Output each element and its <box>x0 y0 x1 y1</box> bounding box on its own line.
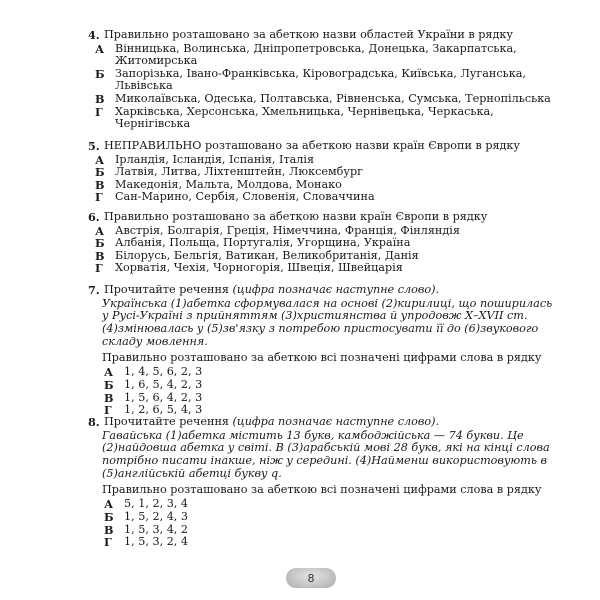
options-list <box>88 154 558 204</box>
option-letter: Г <box>95 104 103 119</box>
question-7 <box>88 284 558 417</box>
question-stem: НЕПРАВИЛЬНО розташовано за абеткою назви країн Європи в рядку <box>104 139 521 152</box>
question-stem: Правильно розташовано за абеткою назви областей України в рядку <box>104 28 513 41</box>
option-g[interactable] <box>88 262 558 275</box>
question-number: 7. <box>88 283 100 297</box>
option-letter: В <box>95 248 105 263</box>
option-letter: В <box>95 177 105 192</box>
option-text: Латвія, Литва, Ліхтенштейн, Люксембург <box>115 165 364 179</box>
option-text: Сан-Марино, Сербія, Словенія, Словаччина <box>115 190 375 204</box>
option-a[interactable] <box>88 43 558 68</box>
question-8 <box>88 416 558 549</box>
option-b[interactable] <box>88 68 558 93</box>
question-4 <box>88 29 558 131</box>
option-b[interactable] <box>88 379 558 392</box>
option-g[interactable] <box>88 536 558 549</box>
option-letter: В <box>104 522 114 537</box>
page-number: 8 <box>307 571 315 585</box>
option-text: 1, 2, 6, 5, 4, 3 <box>124 403 203 417</box>
option-letter: А <box>104 365 114 380</box>
question-stem: Правильно розташовано за абеткою всі позначені цифрами слова в рядку <box>102 482 542 496</box>
options-list <box>88 43 558 131</box>
option-text: Миколаївська, Одеська, Полтавська, Рівненська, Сумська, Тернопільська <box>115 91 551 105</box>
options-list <box>88 498 558 548</box>
option-text: 1, 4, 5, 6, 2, 3 <box>124 365 203 379</box>
option-letter: А <box>95 41 105 56</box>
question-stem: Правильно розташовано за абеткою всі позначені цифрами слова в рядку <box>102 350 542 364</box>
option-letter: Б <box>104 377 114 392</box>
options-list <box>88 225 558 275</box>
question-6 <box>88 211 558 275</box>
passage-text: Гавайська (1)абетка містить 13 букв, камбоджійська — 74 букви. Це (2)найдовша абетка у світі. В (3)арабській мові 28 букв, які на кінці слова потрібно писати інакше, ніж у середині. (4)Найменш використовують в (5)англійській абетці букву q. <box>102 428 550 480</box>
option-letter: А <box>95 152 105 167</box>
option-text: Білорусь, Бельгія, Ватикан, Великобританія, Данія <box>115 248 419 262</box>
option-letter: А <box>95 223 105 238</box>
option-text: Австрія, Болгарія, Греція, Німеччина, Франція, Фінляндія <box>115 223 460 237</box>
option-letter: Б <box>95 236 105 251</box>
option-v[interactable] <box>88 93 558 106</box>
question-number: 8. <box>88 415 100 429</box>
question-number: 6. <box>88 210 100 224</box>
option-text: Ірландія, Ісландія, Іспанія, Італія <box>115 152 315 166</box>
option-letter: Г <box>95 190 103 205</box>
question-number: 5. <box>88 139 100 153</box>
question-instruction-note: (цифра позначає наступне слово). <box>232 283 440 296</box>
option-text: 1, 5, 3, 2, 4 <box>124 535 189 549</box>
option-text: Запорізька, Івано-Франківська, Кіровоградська, Київська, Луганська, Львівська <box>115 66 526 93</box>
option-text: 1, 6, 5, 4, 2, 3 <box>124 377 203 391</box>
question-5 <box>88 140 558 204</box>
option-text: 1, 5, 3, 4, 2 <box>124 522 189 536</box>
option-letter: Г <box>95 261 103 276</box>
question-number: 4. <box>88 28 100 42</box>
option-letter: Б <box>104 509 114 524</box>
option-text: Вінницька, Волинська, Дніпропетровська, Донецька, Закарпатська, Житомирська <box>115 41 517 68</box>
option-text: 1, 5, 6, 4, 2, 3 <box>124 390 203 404</box>
option-g[interactable] <box>88 106 558 131</box>
option-g[interactable] <box>88 191 558 204</box>
option-letter: В <box>95 91 105 106</box>
option-letter: Г <box>104 403 112 418</box>
options-list <box>88 366 558 416</box>
option-letter: Б <box>95 66 105 81</box>
option-letter: Г <box>104 535 112 550</box>
option-text: Хорватія, Чехія, Чорногорія, Швеція, Швейцарія <box>115 261 403 275</box>
option-text: Македонія, Мальта, Молдова, Монако <box>115 177 342 191</box>
option-text: Харківська, Херсонська, Хмельницька, Чернівецька, Черкаська, Чернігівська <box>115 104 494 131</box>
passage-text: Українська (1)абетка сформувалася на основі (2)кирилиці, що поширилась у Русі-Україні з прийняттям (3)християнства й упродовж Х–ХVІІ ст. (4)змінювалась у (5)зв'язку з потребою пристосувати її до (6)звукового складу мовлення. <box>102 296 553 348</box>
option-text: 1, 5, 2, 4, 3 <box>124 509 189 523</box>
question-instruction: Прочитайте речення <box>104 283 229 296</box>
question-instruction-note: (цифра позначає наступне слово). <box>232 415 440 428</box>
option-text: Албанія, Польща, Португалія, Угорщина, Україна <box>115 236 411 250</box>
option-letter: В <box>104 390 114 405</box>
question-stem: Правильно розташовано за абеткою назви країн Європи в рядку <box>104 210 488 223</box>
option-text: 5, 1, 2, 3, 4 <box>124 497 189 511</box>
page-number-badge <box>286 568 336 588</box>
option-b[interactable] <box>88 166 558 179</box>
option-b[interactable] <box>88 237 558 250</box>
option-letter: А <box>104 497 114 512</box>
option-letter: Б <box>95 165 105 180</box>
option-b[interactable] <box>88 511 558 524</box>
question-instruction: Прочитайте речення <box>104 415 229 428</box>
